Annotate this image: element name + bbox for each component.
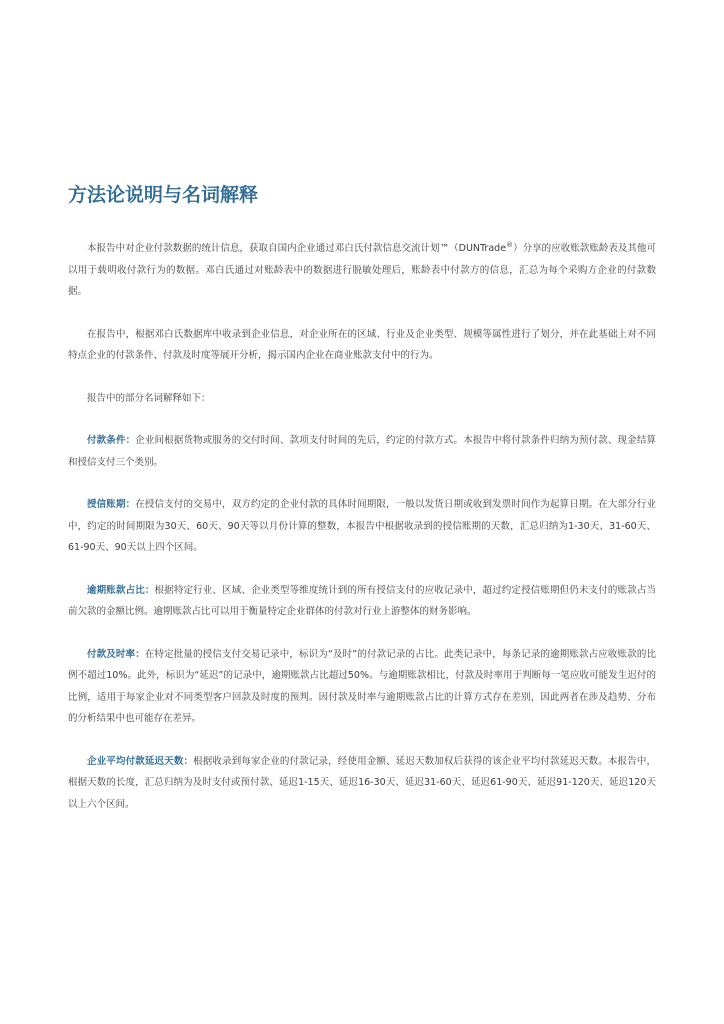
scope-paragraph: 在报告中，根据邓白氏数据库中收录到企业信息，对企业所在的区域、行业及企业类型、规模等属性进行了划分，并在此基础上对不同特点企业的付款条件、付款及时度等展开分析，揭示国内企业在商业账款支付中的行为。 [68,328,656,361]
page-title: 方法论说明与名词解释 [68,184,259,206]
registered-mark: ® [506,240,514,249]
definition-term: 付款条件： [87,435,136,446]
definition-text: 企业间根据货物或服务的交付时间、款项支付时间的先后，约定的付款方式。本报告中将付款条件归纳为预付款、现金结算和授信支付三个类别。 [68,435,656,468]
intro-text-part1: 本报告中对企业付款数据的统计信息，获取自国内企业通过邓白氏付款信息交流计划™（DUNTrade [87,243,507,254]
definition-average-delay-days [68,751,656,816]
definition-text: 根据特定行业、区域、企业类型等维度统计到的所有授信支付的应收记录中，超过约定授信账期但仍未支付的账款占当前欠款的金额比例。逾期账款占比可以用于衡量特定企业群体的付款对行业上游整体的财务影响。 [68,584,656,617]
definition-on-time-rate [68,644,656,730]
definition-credit-period [68,494,656,559]
definition-payment-terms [68,430,656,473]
definition-term: 逾期账款占比： [87,584,155,596]
intro-text-part2: ）分享的应收账款账龄表及其他可以用于载明收付款行为的数据。邓白氏通过对账龄表中的数据进行脱敏处理后，账龄表中付款方的信息，汇总为每个采购方企业的付款数据。 [68,243,656,297]
intro-paragraph [68,238,656,303]
glossary-intro-paragraph: 报告中的部分名词解释如下： [87,392,211,404]
definition-text: 根据收录到每家企业的付款记录，经使用金额、延迟天数加权后获得的该企业平均付款延迟天数。本报告中，根据天数的长度，汇总归纳为及时支付或预付款、延迟1-15天、延迟16-30天、延迟31-60天、延迟61-90天、延迟91-120天、延迟120天以上六个区间。 [68,755,656,810]
definition-text: 在授信支付的交易中，双方约定的企业付款的具体时间期限，一般以发货日期或收到发票时间作为起算日期。在大部分行业中，约定的时间期限为30天、60天、90天等以月份计算的整数，本报告中根据收录到的授信账期的天数，汇总归纳为1-30天、31-60天、61-90天、90天以上四个区间。 [68,499,656,553]
definition-text: 在特定批量的授信支付交易记录中，标识为“及时”的付款记录的占比。此类记录中，每条记录的逾期账款占应收账款的比例不超过10%。此外，标识为“延迟”的记录中，逾期账款占比超过50%。与逾期账款相比，付款及时率用于判断每一笔应收可能发生迟付的比例，适用于每家企业对不同类型客户回款及时度的预判。因付款及时率与逾期账款占比的计算方式存在差别，因此两者在涉及趋势、分布的分析结果中也可能存在差异。 [68,648,656,724]
definition-term: 付款及时率： [87,648,145,660]
document-body [68,238,656,836]
definition-term: 授信账期： [87,499,136,510]
definition-term: 企业平均付款延迟天数： [87,755,194,767]
definition-overdue-ratio [68,580,656,623]
